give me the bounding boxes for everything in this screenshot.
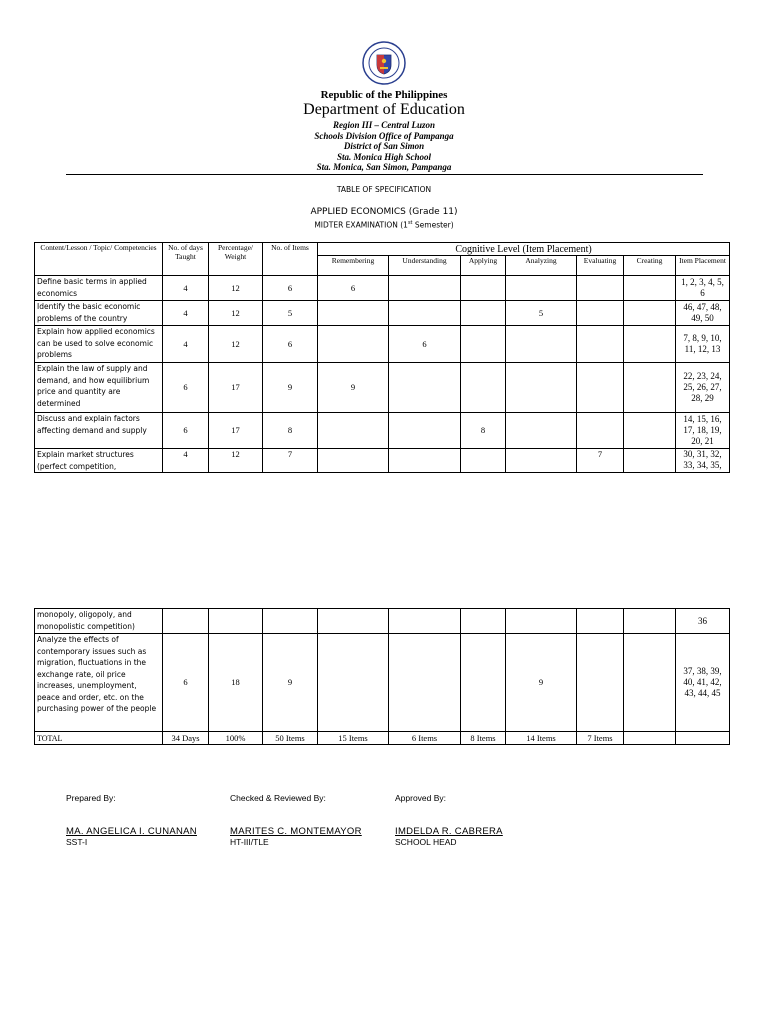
percentage-cell: 12 [209,449,263,473]
days-cell: 4 [163,449,209,473]
applying-cell [461,326,506,363]
competency-cell: Explain market structures (perfect competition, [35,449,163,473]
days-cell: 6 [163,413,209,449]
total-row [35,732,730,745]
percentage-cell: 12 [209,326,263,363]
evaluating-cell [577,276,624,301]
analyzing-cell [506,363,577,413]
analyzing-cell [506,276,577,301]
subject-title: APPLIED ECONOMICS (Grade 11) [310,207,458,217]
signatory-position: SST-I [66,837,88,847]
signatory-prepared [66,793,197,847]
exam-title: MIDTER EXAMINATION (1st Semester) [314,220,454,230]
total-label: TOTAL [35,732,163,745]
table-row [35,634,730,732]
item-placement-cell: 36 [676,609,730,634]
item-placement-cell: 30, 31, 32, 33, 34, 35, [676,449,730,473]
creating-cell [624,276,676,301]
signatory-label: Checked & Reviewed By: [230,793,326,803]
table-row [35,413,730,449]
document-title: TABLE OF SPECIFICATION [336,185,432,194]
table-row [35,363,730,413]
remembering-cell [318,449,389,473]
header-competencies: Content/Lesson / Topic/ Competencies [35,243,163,276]
analyzing-cell [506,609,577,634]
evaluating-cell [577,301,624,326]
total-percentage-cell: 100% [209,732,263,745]
days-cell: 6 [163,634,209,732]
days-cell: 4 [163,301,209,326]
specification-table-continued [34,608,730,745]
total-days-cell: 34 Days [163,732,209,745]
understanding-cell [389,413,461,449]
remembering-cell [318,301,389,326]
analyzing-cell [506,449,577,473]
percentage-cell: 17 [209,413,263,449]
header-percentage: Percentage/ Weight [209,243,263,276]
creating-cell [624,634,676,732]
header-cognitive-level: Cognitive Level (Item Placement) [318,243,730,256]
signatory-name: IMDELDA R. CABRERA [395,826,503,837]
understanding-cell [389,276,461,301]
understanding-cell [389,634,461,732]
header-days: No. of days Taught [163,243,209,276]
signatory-name: MARITES C. MONTEMAYOR [230,826,362,837]
signatory-name: MA. ANGELICA I. CUNANAN [66,826,197,837]
understanding-cell [389,449,461,473]
items-cell: 6 [263,326,318,363]
items-cell: 9 [263,634,318,732]
analyzing-cell: 5 [506,301,577,326]
days-cell: 6 [163,363,209,413]
percentage-cell: 12 [209,301,263,326]
table-row [35,301,730,326]
remembering-cell: 6 [318,276,389,301]
header-evaluating: Evaluating [577,256,624,276]
competency-cell: Identify the basic economic problems of the country [35,301,163,326]
table-row [35,276,730,301]
creating-cell [624,363,676,413]
evaluating-cell: 7 [577,449,624,473]
signatory-approved [395,793,503,847]
items-cell: 6 [263,276,318,301]
header-creating: Creating [624,256,676,276]
analyzing-cell [506,326,577,363]
table-row [35,326,730,363]
item-placement-cell: 37, 38, 39, 40, 41, 42, 43, 44, 45 [676,634,730,732]
applying-cell [461,449,506,473]
remembering-cell [318,609,389,634]
school-line: Sta. Monica High School [336,151,432,162]
creating-cell [624,609,676,634]
specification-table [34,242,730,473]
signatory-checked [230,793,362,847]
creating-cell [624,449,676,473]
percentage-cell: 12 [209,276,263,301]
table-row [35,609,730,634]
signatory-position: SCHOOL HEAD [395,837,457,847]
signatory-label: Approved By: [395,793,447,803]
percentage-cell [209,609,263,634]
analyzing-cell: 9 [506,634,577,732]
header-remembering: Remembering [318,256,389,276]
total-analyzing-cell: 14 Items [506,732,577,745]
items-cell: 7 [263,449,318,473]
creating-cell [624,326,676,363]
header-understanding: Understanding [389,256,461,276]
evaluating-cell [577,634,624,732]
total-placement-cell [676,732,730,745]
header-divider [66,174,703,175]
items-cell: 8 [263,413,318,449]
applying-cell [461,301,506,326]
applying-cell [461,363,506,413]
total-understanding-cell: 6 Items [389,732,461,745]
percentage-cell: 17 [209,363,263,413]
competency-cell: Define basic terms in applied economics [35,276,163,301]
table-header-row [35,243,730,256]
competency-cell: Explain the law of supply and demand, and how equilibrium price and quantity are determined [35,363,163,413]
header-items: No. of Items [263,243,318,276]
analyzing-cell [506,413,577,449]
competency-cell: monopoly, oligopoly, and monopolistic competition) [35,609,163,634]
item-placement-cell: 1, 2, 3, 4, 5, 6 [676,276,730,301]
items-cell [263,609,318,634]
district-line: District of San Simon [343,141,425,152]
creating-cell [624,413,676,449]
creating-cell [624,301,676,326]
competency-cell: Explain how applied economics can be used to solve economic problems [35,326,163,363]
total-items-cell: 50 Items [263,732,318,745]
applying-cell [461,609,506,634]
days-cell: 4 [163,276,209,301]
table-row [35,449,730,473]
address-line: Sta. Monica, San Simon, Pampanga [316,162,452,173]
header-analyzing: Analyzing [506,256,577,276]
evaluating-cell [577,363,624,413]
signatory-position: HT-III/TLE [230,837,269,847]
total-remembering-cell: 15 Items [318,732,389,745]
applying-cell [461,634,506,732]
remembering-cell [318,413,389,449]
competency-cell: Analyze the effects of contemporary issues such as migration, fluctuations in the exchange rate, oil price increases, unemployment, peace and order, etc. on the purchasing power of the people [35,634,163,732]
days-cell: 4 [163,326,209,363]
percentage-cell: 18 [209,634,263,732]
evaluating-cell [577,326,624,363]
item-placement-cell: 46, 47, 48, 49, 50 [676,301,730,326]
total-evaluating-cell: 7 Items [577,732,624,745]
header-applying: Applying [461,256,506,276]
competency-cell: Discuss and explain factors affecting demand and supply [35,413,163,449]
total-applying-cell: 8 Items [461,732,506,745]
days-cell [163,609,209,634]
evaluating-cell [577,413,624,449]
applying-cell [461,276,506,301]
deped-seal-logo [362,41,406,85]
item-placement-cell: 14, 15, 16, 17, 18, 19, 20, 21 [676,413,730,449]
items-cell: 9 [263,363,318,413]
understanding-cell [389,301,461,326]
evaluating-cell [577,609,624,634]
total-creating-cell [624,732,676,745]
understanding-cell [389,363,461,413]
remembering-cell [318,634,389,732]
department-heading: Department of Education [303,101,465,118]
understanding-cell: 6 [389,326,461,363]
items-cell: 5 [263,301,318,326]
applying-cell: 8 [461,413,506,449]
republic-heading: Republic of the Philippines [320,89,448,101]
item-placement-cell: 22, 23, 24, 25, 26, 27, 28, 29 [676,363,730,413]
division-line: Schools Division Office of Pampanga [314,130,454,141]
remembering-cell [318,326,389,363]
item-placement-cell: 7, 8, 9, 10, 11, 12, 13 [676,326,730,363]
region-line: Region III – Central Luzon [332,120,436,130]
signatory-label: Prepared By: [66,793,116,803]
header-item-placement: Item Placement [676,256,730,276]
remembering-cell: 9 [318,363,389,413]
understanding-cell [389,609,461,634]
